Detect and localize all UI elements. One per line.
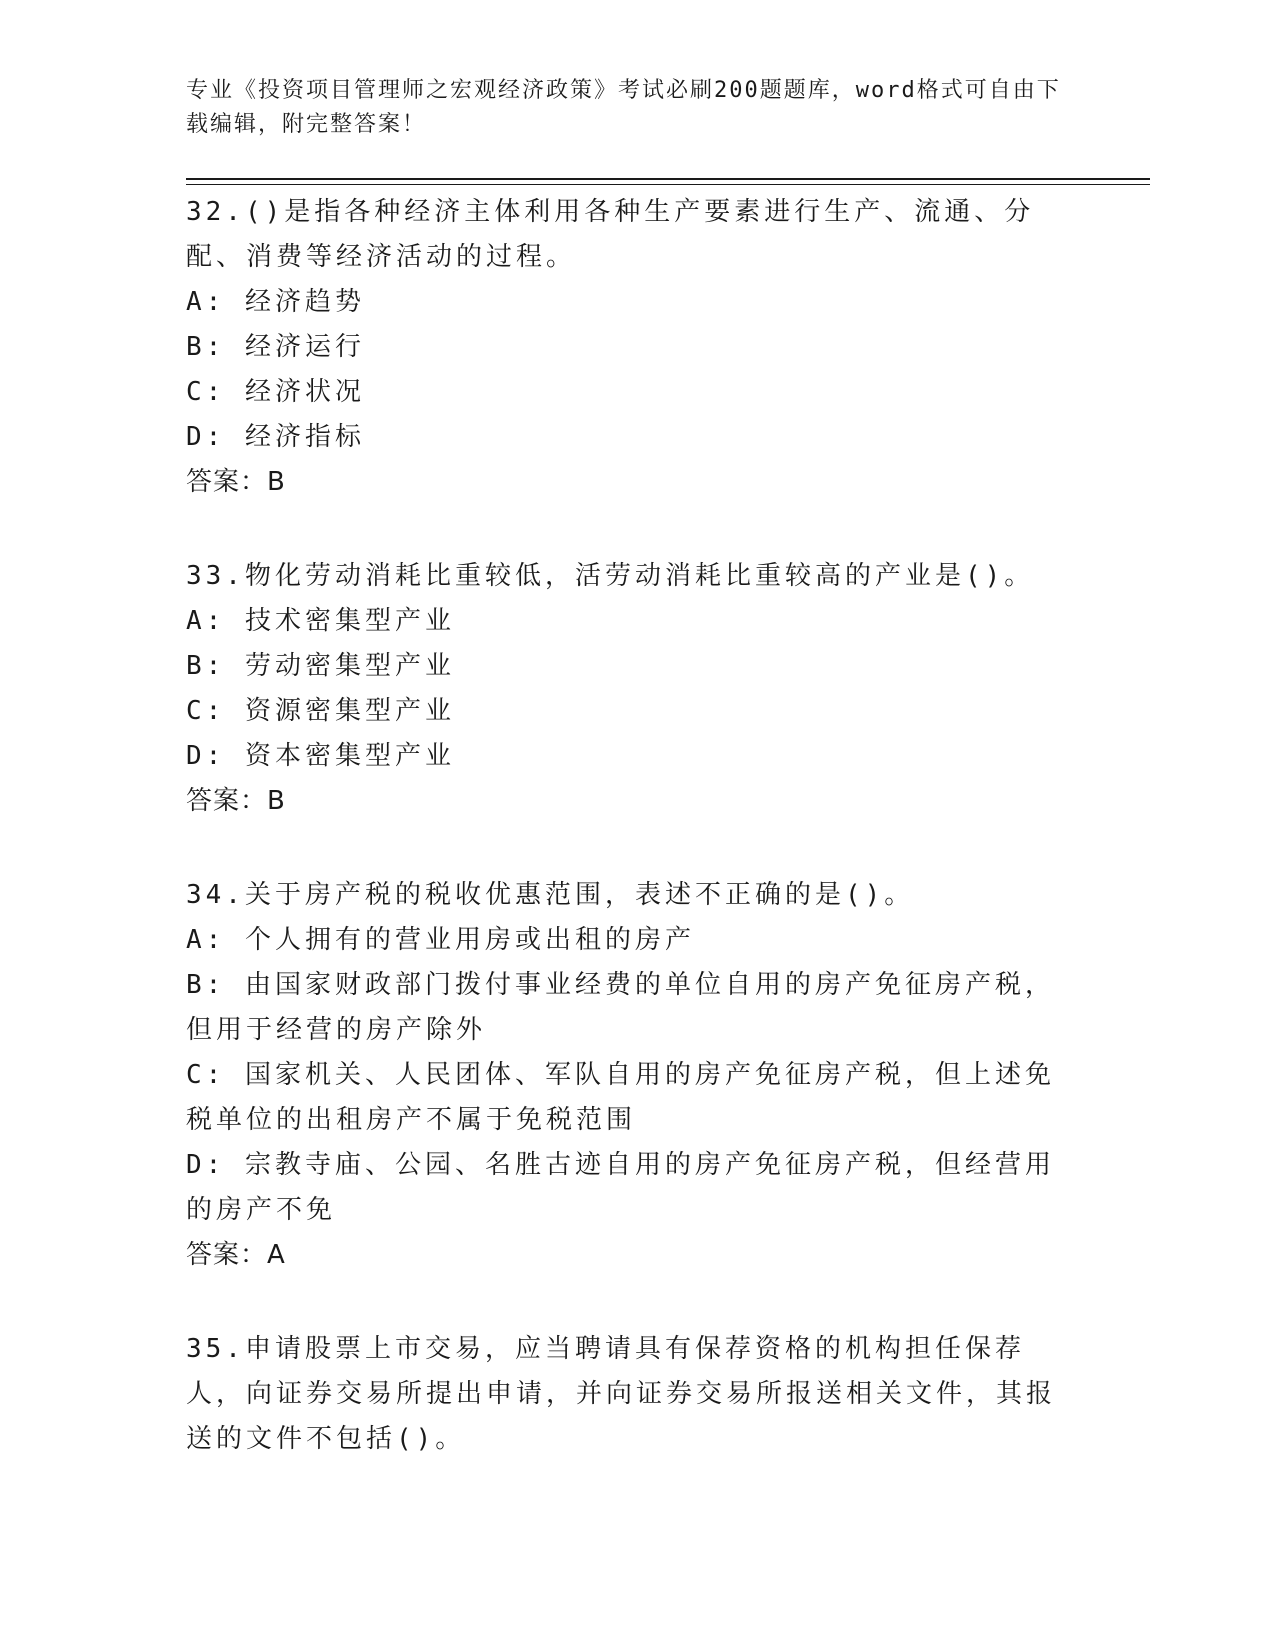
option-d: D: 宗教寺庙、公园、名胜古迹自用的房产免征房产税，但经营用的房产不免	[186, 1150, 1055, 1225]
option-a: A: 个人拥有的营业用房或出租的房产	[186, 925, 695, 955]
question-32	[186, 190, 1081, 505]
header-divider-thin	[186, 184, 1150, 185]
question-text: 32.()是指各种经济主体利用各种生产要素进行生产、流通、分配、消费等经济活动的过程。	[186, 197, 1035, 272]
answer: 答案：B	[186, 786, 286, 816]
option-a: A: 经济趋势	[186, 287, 365, 317]
answer: 答案：B	[186, 467, 286, 497]
question-text: 34.关于房产税的税收优惠范围，表述不正确的是()。	[186, 880, 915, 910]
question-34	[186, 873, 1081, 1278]
option-c: C: 经济状况	[186, 377, 365, 407]
option-d: D: 经济指标	[186, 422, 365, 452]
option-d: D: 资本密集型产业	[186, 741, 455, 771]
option-b: B: 经济运行	[186, 332, 365, 362]
question-text: 33.物化劳动消耗比重较低，活劳动消耗比重较高的产业是()。	[186, 561, 1035, 591]
option-a: A: 技术密集型产业	[186, 606, 455, 636]
question-text: 35.申请股票上市交易，应当聘请具有保荐资格的机构担任保荐人，向证券交易所提出申请，并向证券交易所报送相关文件，其报送的文件不包括()。	[186, 1334, 1057, 1454]
question-33	[186, 554, 1081, 824]
option-c: C: 资源密集型产业	[186, 696, 455, 726]
option-b: B: 劳动密集型产业	[186, 651, 455, 681]
header-divider-thick	[186, 178, 1150, 180]
option-c: C: 国家机关、人民团体、军队自用的房产免征房产税，但上述免税单位的出租房产不属于免税范围	[186, 1060, 1055, 1135]
option-b: B: 由国家财政部门拨付事业经费的单位自用的房产免征房产税，但用于经营的房产除外	[186, 970, 1055, 1045]
answer: 答案：A	[186, 1240, 286, 1270]
question-list	[186, 190, 1081, 1511]
header-title: 专业《投资项目管理师之宏观经济政策》考试必刷200题题库，word格式可自由下载编辑，附完整答案！	[186, 78, 1061, 137]
question-35	[186, 1327, 1081, 1462]
document-header	[186, 74, 1066, 142]
